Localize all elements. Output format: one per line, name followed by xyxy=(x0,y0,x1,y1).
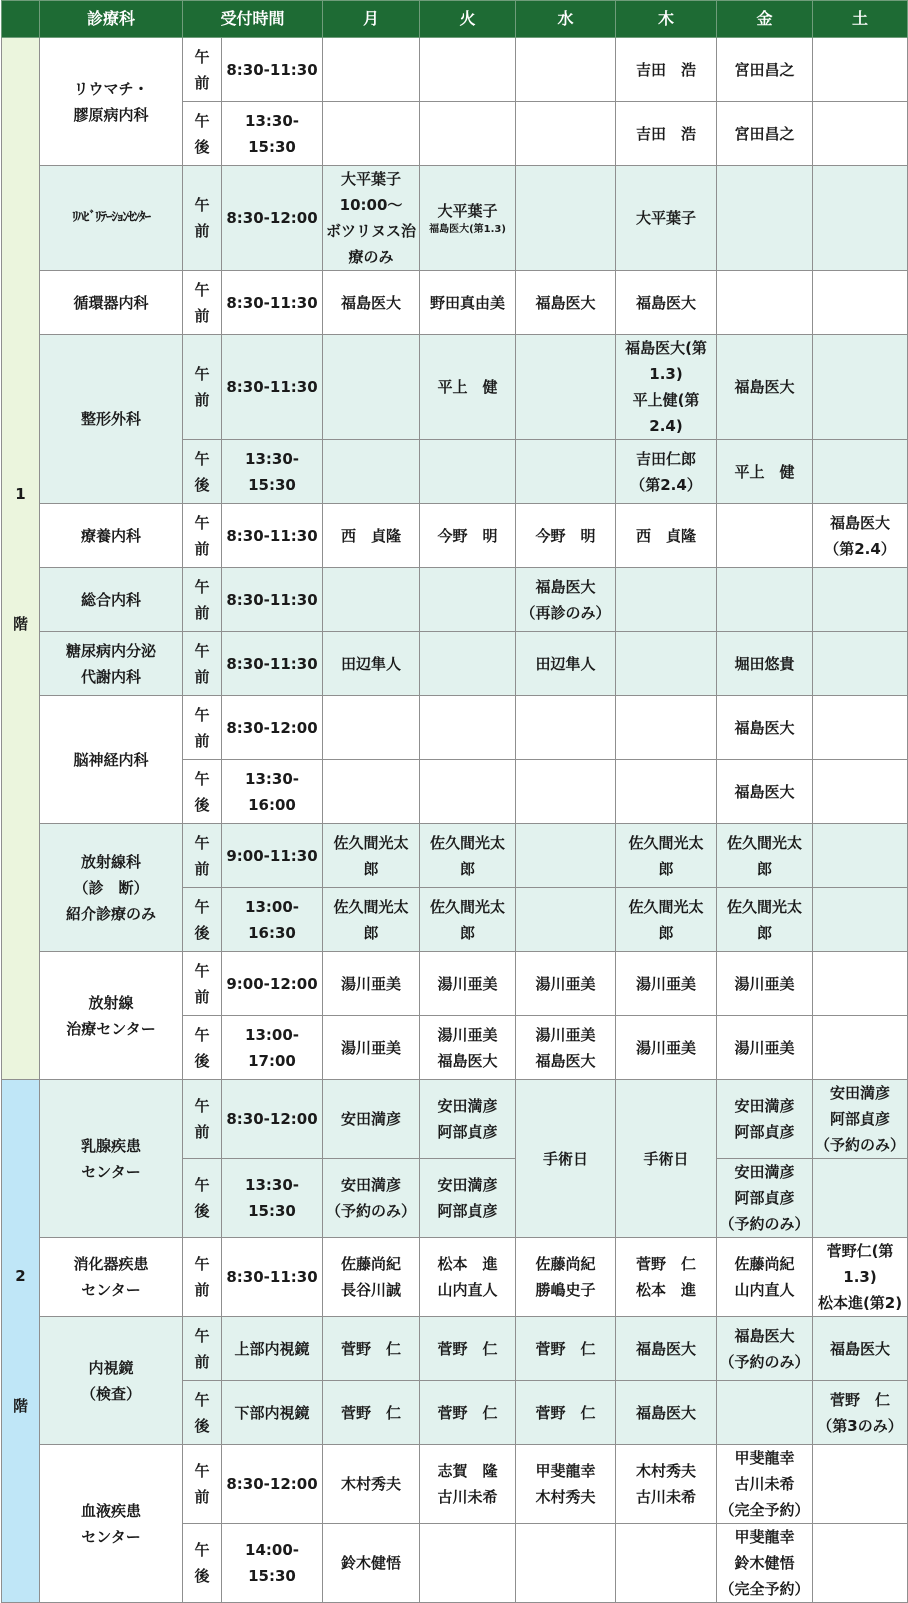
reception-time: 下部内視鏡 xyxy=(222,1381,323,1445)
floor-1-label: 1 階 xyxy=(2,38,40,1080)
cell-wed: 福島医大 （再診のみ） xyxy=(516,568,616,632)
cell-mon: 安田満彦 xyxy=(323,1080,420,1159)
dept-general-medicine: 総合内科 xyxy=(40,568,183,632)
cell-sat xyxy=(813,102,908,166)
cell-sat xyxy=(813,696,908,760)
dept-neurology: 脳神経内科 xyxy=(40,696,183,824)
table-row xyxy=(2,504,908,568)
cell-wed: 今野 明 xyxy=(516,504,616,568)
cell-wed xyxy=(516,888,616,952)
cell-thu: 大平葉子 xyxy=(616,166,717,271)
cell-wed xyxy=(516,166,616,271)
cell-mon: 佐藤尚紀 長谷川誠 xyxy=(323,1238,420,1317)
cell-sat xyxy=(813,271,908,335)
cell-tue xyxy=(420,38,516,102)
cell-thu: 湯川亜美 xyxy=(616,1016,717,1080)
dept-recuperative-medicine: 療養内科 xyxy=(40,504,183,568)
period-am: 午 前 xyxy=(183,38,222,102)
period-pm: 午 後 xyxy=(183,1016,222,1080)
reception-time: 8:30-11:30 xyxy=(222,38,323,102)
cell-tue: 湯川亜美 福島医大 xyxy=(420,1016,516,1080)
cell-sat xyxy=(813,1524,908,1603)
cell-wed xyxy=(516,102,616,166)
cell-wed xyxy=(516,335,616,440)
dept-endoscopy: 内視鏡 （検査） xyxy=(40,1317,183,1445)
cell-thu: 吉田 浩 xyxy=(616,38,717,102)
cell-thu: 佐久間光太 郎 xyxy=(616,888,717,952)
table-row xyxy=(2,824,908,888)
reception-time: 9:00-11:30 xyxy=(222,824,323,888)
cell-tue xyxy=(420,696,516,760)
reception-time: 上部内視鏡 xyxy=(222,1317,323,1381)
dept-radiation-therapy: 放射線 治療センター xyxy=(40,952,183,1080)
cell-mon: 西 貞隆 xyxy=(323,504,420,568)
cell-thu: 福島医大 xyxy=(616,1317,717,1381)
cell-fri: 宮田昌之 xyxy=(717,102,813,166)
cell-wed xyxy=(516,696,616,760)
reception-time: 13:30- 16:00 xyxy=(222,760,323,824)
cell-mon: 佐久間光太 郎 xyxy=(323,824,420,888)
cell-wed: 田辺隼人 xyxy=(516,632,616,696)
dept-gi-center: 消化器疾患 センター xyxy=(40,1238,183,1317)
reception-time: 8:30-12:00 xyxy=(222,1445,323,1524)
cell-wed: 菅野 仁 xyxy=(516,1381,616,1445)
cell-tue xyxy=(420,102,516,166)
reception-time: 13:00- 17:00 xyxy=(222,1016,323,1080)
cell-sat xyxy=(813,1159,908,1238)
cell-sat xyxy=(813,1445,908,1524)
cell-sat xyxy=(813,568,908,632)
cell-fri: 福島医大 （予約のみ） xyxy=(717,1317,813,1381)
cell-sat xyxy=(813,824,908,888)
table-row xyxy=(2,335,908,440)
cell-mon xyxy=(323,102,420,166)
cell-wed: 佐藤尚紀 勝嶋史子 xyxy=(516,1238,616,1317)
header-sat: 土 xyxy=(813,1,908,38)
table-row xyxy=(2,632,908,696)
cell-fri: 湯川亜美 xyxy=(717,952,813,1016)
reception-time: 14:00- 15:30 xyxy=(222,1524,323,1603)
cell-fri: 福島医大 xyxy=(717,335,813,440)
cell-tue xyxy=(420,632,516,696)
reception-time: 13:30- 15:30 xyxy=(222,440,323,504)
dept-cardiology: 循環器内科 xyxy=(40,271,183,335)
cell-thu: 福島医大(第1.3) 平上健(第2.4) xyxy=(616,335,717,440)
dept-rehabilitation: ﾘﾊﾋﾞﾘﾃｰｼｮﾝｾﾝﾀｰ xyxy=(40,166,183,271)
cell-wed xyxy=(516,760,616,824)
cell-sat xyxy=(813,888,908,952)
cell-wed: 湯川亜美 xyxy=(516,952,616,1016)
cell-fri: 福島医大 xyxy=(717,760,813,824)
period-am: 午 前 xyxy=(183,696,222,760)
cell-mon xyxy=(323,440,420,504)
cell-mon: 菅野 仁 xyxy=(323,1317,420,1381)
cell-wed: 福島医大 xyxy=(516,271,616,335)
cell-wed xyxy=(516,440,616,504)
cell-thu xyxy=(616,760,717,824)
cell-tue: 志賀 隆 古川未希 xyxy=(420,1445,516,1524)
cell-mon xyxy=(323,335,420,440)
period-am: 午 前 xyxy=(183,568,222,632)
reception-time: 9:00-12:00 xyxy=(222,952,323,1016)
cell-fri: 安田満彦 阿部貞彦 xyxy=(717,1080,813,1159)
cell-mon xyxy=(323,696,420,760)
header-row xyxy=(2,1,908,38)
cell-tue: 佐久間光太 郎 xyxy=(420,824,516,888)
cell-sat xyxy=(813,760,908,824)
dept-breast-center: 乳腺疾患 センター xyxy=(40,1080,183,1238)
cell-tue xyxy=(420,166,516,271)
cell-tue: 菅野 仁 xyxy=(420,1317,516,1381)
cell-tue: 今野 明 xyxy=(420,504,516,568)
cell-thu xyxy=(616,568,717,632)
cell-tue: 安田満彦 阿部貞彦 xyxy=(420,1159,516,1238)
cell-fri: 佐久間光太 郎 xyxy=(717,888,813,952)
reception-time: 8:30-11:30 xyxy=(222,568,323,632)
table-row xyxy=(2,568,908,632)
period-pm: 午 後 xyxy=(183,888,222,952)
period-am: 午 前 xyxy=(183,1445,222,1524)
cell-thu xyxy=(616,1524,717,1603)
reception-time: 8:30-12:00 xyxy=(222,1080,323,1159)
period-am: 午 前 xyxy=(183,632,222,696)
cell-thu xyxy=(616,696,717,760)
cell-sat: 菅野仁(第1.3) 松本進(第2) xyxy=(813,1238,908,1317)
period-am: 午 前 xyxy=(183,335,222,440)
reception-time: 8:30-11:30 xyxy=(222,504,323,568)
cell-mon: 佐久間光太 郎 xyxy=(323,888,420,952)
reception-time: 8:30-11:30 xyxy=(222,335,323,440)
cell-sat: 安田満彦 阿部貞彦 （予約のみ） xyxy=(813,1080,908,1159)
cell-fri: 佐藤尚紀 山内直人 xyxy=(717,1238,813,1317)
cell-thu: 木村秀夫 古川未希 xyxy=(616,1445,717,1524)
cell-thu: 吉田 浩 xyxy=(616,102,717,166)
header-wed: 水 xyxy=(516,1,616,38)
cell-tue xyxy=(420,1524,516,1603)
reception-time: 8:30-12:00 xyxy=(222,166,323,271)
header-fri: 金 xyxy=(717,1,813,38)
period-pm: 午 後 xyxy=(183,1381,222,1445)
dept-diabetes-endocrinology: 糖尿病内分泌 代謝内科 xyxy=(40,632,183,696)
reception-time: 13:30- 15:30 xyxy=(222,1159,323,1238)
cell-fri: 安田満彦 阿部貞彦 （予約のみ） xyxy=(717,1159,813,1238)
cell-wed xyxy=(516,38,616,102)
dept-orthopedics: 整形外科 xyxy=(40,335,183,504)
cell-fri xyxy=(717,1381,813,1445)
cell-mon: 鈴木健悟 xyxy=(323,1524,420,1603)
cell-tue-main: 大平葉子 xyxy=(437,202,498,220)
cell-fri xyxy=(717,166,813,271)
header-tue: 火 xyxy=(420,1,516,38)
table-row xyxy=(2,952,908,1016)
cell-fri: 甲斐龍幸 古川未希 （完全予約） xyxy=(717,1445,813,1524)
dept-rheumatology: リウマチ・ 膠原病内科 xyxy=(40,38,183,166)
period-pm: 午 後 xyxy=(183,1524,222,1603)
cell-fri xyxy=(717,568,813,632)
cell-sat: 菅野 仁 （第3のみ） xyxy=(813,1381,908,1445)
cell-wed: 菅野 仁 xyxy=(516,1317,616,1381)
cell-fri: 湯川亜美 xyxy=(717,1016,813,1080)
cell-sat xyxy=(813,632,908,696)
cell-sat xyxy=(813,166,908,271)
reception-time: 8:30-11:30 xyxy=(222,1238,323,1317)
cell-mon xyxy=(323,38,420,102)
cell-thu: 湯川亜美 xyxy=(616,952,717,1016)
header-reception-time: 受付時間 xyxy=(183,1,323,38)
cell-fri: 佐久間光太 郎 xyxy=(717,824,813,888)
table-row xyxy=(2,166,908,271)
table-row xyxy=(2,1080,908,1159)
cell-fri: 宮田昌之 xyxy=(717,38,813,102)
cell-fri: 堀田悠貴 xyxy=(717,632,813,696)
reception-time: 8:30-12:00 xyxy=(222,696,323,760)
period-am: 午 前 xyxy=(183,952,222,1016)
reception-time: 8:30-11:30 xyxy=(222,632,323,696)
reception-time: 13:00- 16:30 xyxy=(222,888,323,952)
cell-thu: 西 貞隆 xyxy=(616,504,717,568)
period-am: 午 前 xyxy=(183,1238,222,1317)
cell-wed xyxy=(516,1524,616,1603)
cell-thu: 手術日 xyxy=(616,1080,717,1238)
cell-mon xyxy=(323,568,420,632)
period-am: 午 前 xyxy=(183,271,222,335)
period-am: 午 前 xyxy=(183,1317,222,1381)
cell-tue: 平上 健 xyxy=(420,335,516,440)
cell-thu: 福島医大 xyxy=(616,271,717,335)
cell-thu: 福島医大 xyxy=(616,1381,717,1445)
floor-2-label: 2 階 xyxy=(2,1080,40,1603)
cell-thu: 佐久間光太 郎 xyxy=(616,824,717,888)
cell-sat xyxy=(813,38,908,102)
period-pm: 午 後 xyxy=(183,440,222,504)
cell-tue xyxy=(420,440,516,504)
cell-tue: 野田真由美 xyxy=(420,271,516,335)
table-row xyxy=(2,271,908,335)
reception-time: 13:30- 15:30 xyxy=(222,102,323,166)
cell-mon: 木村秀夫 xyxy=(323,1445,420,1524)
table-row xyxy=(2,696,908,760)
clinic-schedule-table xyxy=(1,0,908,1603)
dept-hematology-center: 血液疾患 センター xyxy=(40,1445,183,1603)
period-pm: 午 後 xyxy=(183,102,222,166)
cell-fri xyxy=(717,504,813,568)
cell-sat: 福島医大 （第2.4） xyxy=(813,504,908,568)
cell-tue: 佐久間光太 郎 xyxy=(420,888,516,952)
cell-mon: 田辺隼人 xyxy=(323,632,420,696)
cell-mon: 菅野 仁 xyxy=(323,1381,420,1445)
header-department: 診療科 xyxy=(40,1,183,38)
cell-sat xyxy=(813,952,908,1016)
header-mon: 月 xyxy=(323,1,420,38)
cell-fri: 甲斐龍幸 鈴木健悟 （完全予約） xyxy=(717,1524,813,1603)
cell-tue: 湯川亜美 xyxy=(420,952,516,1016)
period-am: 午 前 xyxy=(183,166,222,271)
cell-tue-note: 福島医大(第1.3) xyxy=(429,224,506,235)
cell-fri: 平上 健 xyxy=(717,440,813,504)
cell-fri: 福島医大 xyxy=(717,696,813,760)
header-floor xyxy=(2,1,40,38)
cell-fri xyxy=(717,271,813,335)
cell-sat xyxy=(813,335,908,440)
cell-mon: 湯川亜美 xyxy=(323,1016,420,1080)
cell-tue: 菅野 仁 xyxy=(420,1381,516,1445)
cell-thu: 吉田仁郎 （第2.4） xyxy=(616,440,717,504)
cell-mon: 湯川亜美 xyxy=(323,952,420,1016)
cell-wed: 手術日 xyxy=(516,1080,616,1238)
table-row xyxy=(2,1317,908,1381)
cell-thu: 菅野 仁 松本 進 xyxy=(616,1238,717,1317)
cell-tue: 松本 進 山内直人 xyxy=(420,1238,516,1317)
cell-mon: 大平葉子 10:00～ ボツリヌス治療のみ xyxy=(323,166,420,271)
period-am: 午 前 xyxy=(183,824,222,888)
table-row xyxy=(2,38,908,102)
cell-sat xyxy=(813,1016,908,1080)
header-thu: 木 xyxy=(616,1,717,38)
cell-tue: 安田満彦 阿部貞彦 xyxy=(420,1080,516,1159)
cell-tue xyxy=(420,760,516,824)
table-row xyxy=(2,1445,908,1524)
cell-tue xyxy=(420,568,516,632)
cell-sat xyxy=(813,440,908,504)
cell-wed xyxy=(516,824,616,888)
cell-wed: 湯川亜美 福島医大 xyxy=(516,1016,616,1080)
period-pm: 午 後 xyxy=(183,1159,222,1238)
table-row xyxy=(2,1238,908,1317)
cell-mon: 安田満彦 （予約のみ） xyxy=(323,1159,420,1238)
cell-wed: 甲斐龍幸 木村秀夫 xyxy=(516,1445,616,1524)
period-am: 午 前 xyxy=(183,1080,222,1159)
cell-mon: 福島医大 xyxy=(323,271,420,335)
cell-mon xyxy=(323,760,420,824)
cell-thu xyxy=(616,632,717,696)
period-pm: 午 後 xyxy=(183,760,222,824)
reception-time: 8:30-11:30 xyxy=(222,271,323,335)
period-am: 午 前 xyxy=(183,504,222,568)
cell-sat: 福島医大 xyxy=(813,1317,908,1381)
dept-radiology-diagnosis: 放射線科 （診 断） 紹介診療のみ xyxy=(40,824,183,952)
